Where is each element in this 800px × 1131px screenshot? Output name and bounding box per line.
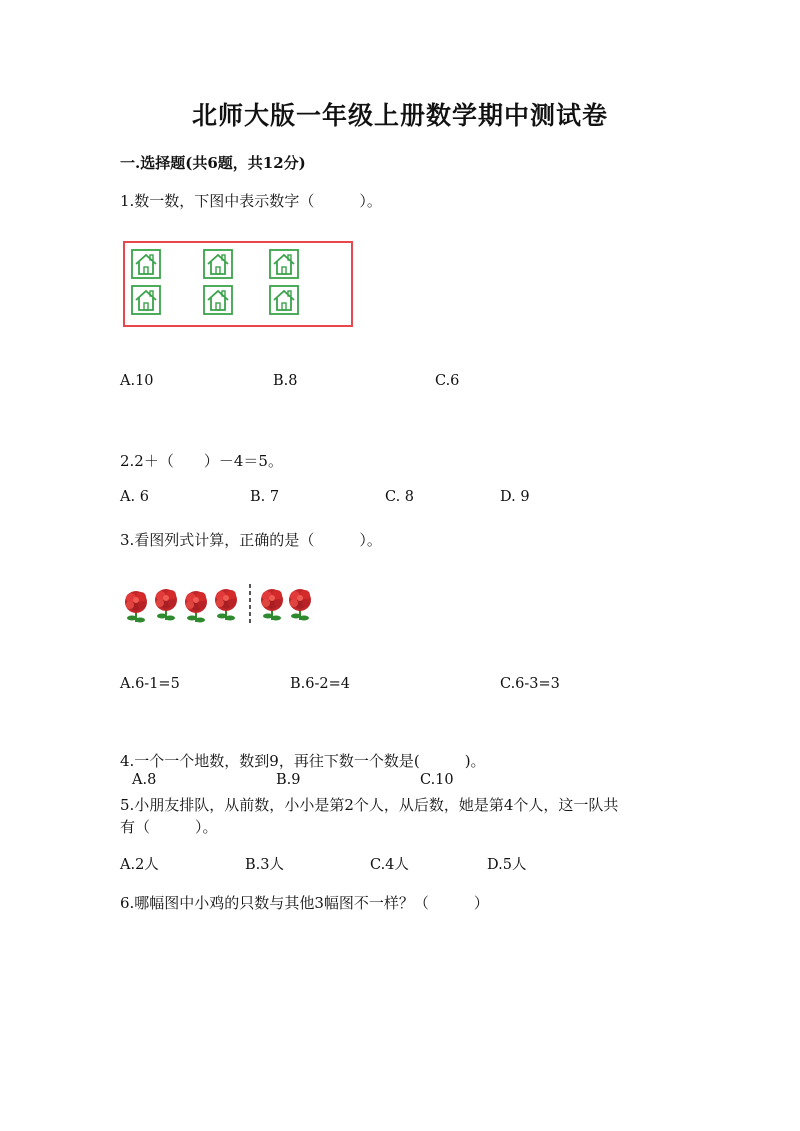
flower-icons: [120, 578, 330, 636]
house-icon: [204, 250, 232, 278]
house-icon: [204, 286, 232, 314]
flower-icon: [289, 589, 311, 621]
section-heading: 一.选择题(共6题，共12分): [120, 154, 306, 172]
q3-option-a: A.6-1=5: [120, 676, 180, 692]
q5-option-a: A.2人: [120, 857, 159, 873]
q4-option-a: A.8: [132, 772, 157, 788]
house-icon: [132, 286, 160, 314]
flower-icon: [125, 591, 147, 623]
flower-figure: [120, 578, 330, 636]
q5-option-c: C.4人: [370, 857, 409, 873]
question-1-stem: 1.数一数，下图中表示数字（ ）。: [120, 192, 382, 210]
question-4-stem: 4.一个一个地数，数到9，再往下数一个数是( )。: [120, 752, 486, 770]
flower-icon: [185, 591, 207, 623]
q2-option-b: B. 7: [250, 489, 280, 505]
q1-option-c: C.6: [435, 373, 460, 389]
house-icon: [270, 286, 298, 314]
flower-icon: [155, 589, 177, 621]
house-icon: [132, 250, 160, 278]
q1-option-a: A.10: [120, 373, 154, 389]
house-icon: [270, 250, 298, 278]
question-5-stem-line1: 5.小朋友排队，从前数，小小是第2个人，从后数，她是第4个人，这一队共: [120, 796, 619, 814]
page-title: 北师大版一年级上册数学期中测试卷: [191, 101, 608, 130]
q5-option-d: D.5人: [487, 857, 527, 873]
q1-option-b: B.8: [273, 373, 298, 389]
question-3-stem: 3.看图列式计算，正确的是（ ）。: [120, 531, 382, 549]
house-figure: [123, 241, 353, 327]
q4-option-c: C.10: [420, 772, 454, 788]
q4-option-b: B.9: [276, 772, 301, 788]
q5-option-b: B.3人: [245, 857, 284, 873]
question-6-stem: 6.哪幅图中小鸡的只数与其他3幅图不一样？（ ）: [120, 894, 489, 912]
flower-icon: [261, 589, 283, 621]
q2-option-c: C. 8: [385, 489, 415, 505]
q3-option-c: C.6-3=3: [500, 676, 560, 692]
q3-option-b: B.6-2=4: [290, 676, 350, 692]
house-icons: [125, 243, 351, 325]
q2-option-a: A. 6: [120, 489, 149, 505]
flower-icon: [215, 589, 237, 621]
question-2-stem: 2.2＋（ ）－4＝5。: [120, 452, 283, 470]
question-5-stem-line2: 有（ ）。: [120, 818, 218, 836]
q2-option-d: D. 9: [500, 489, 530, 505]
